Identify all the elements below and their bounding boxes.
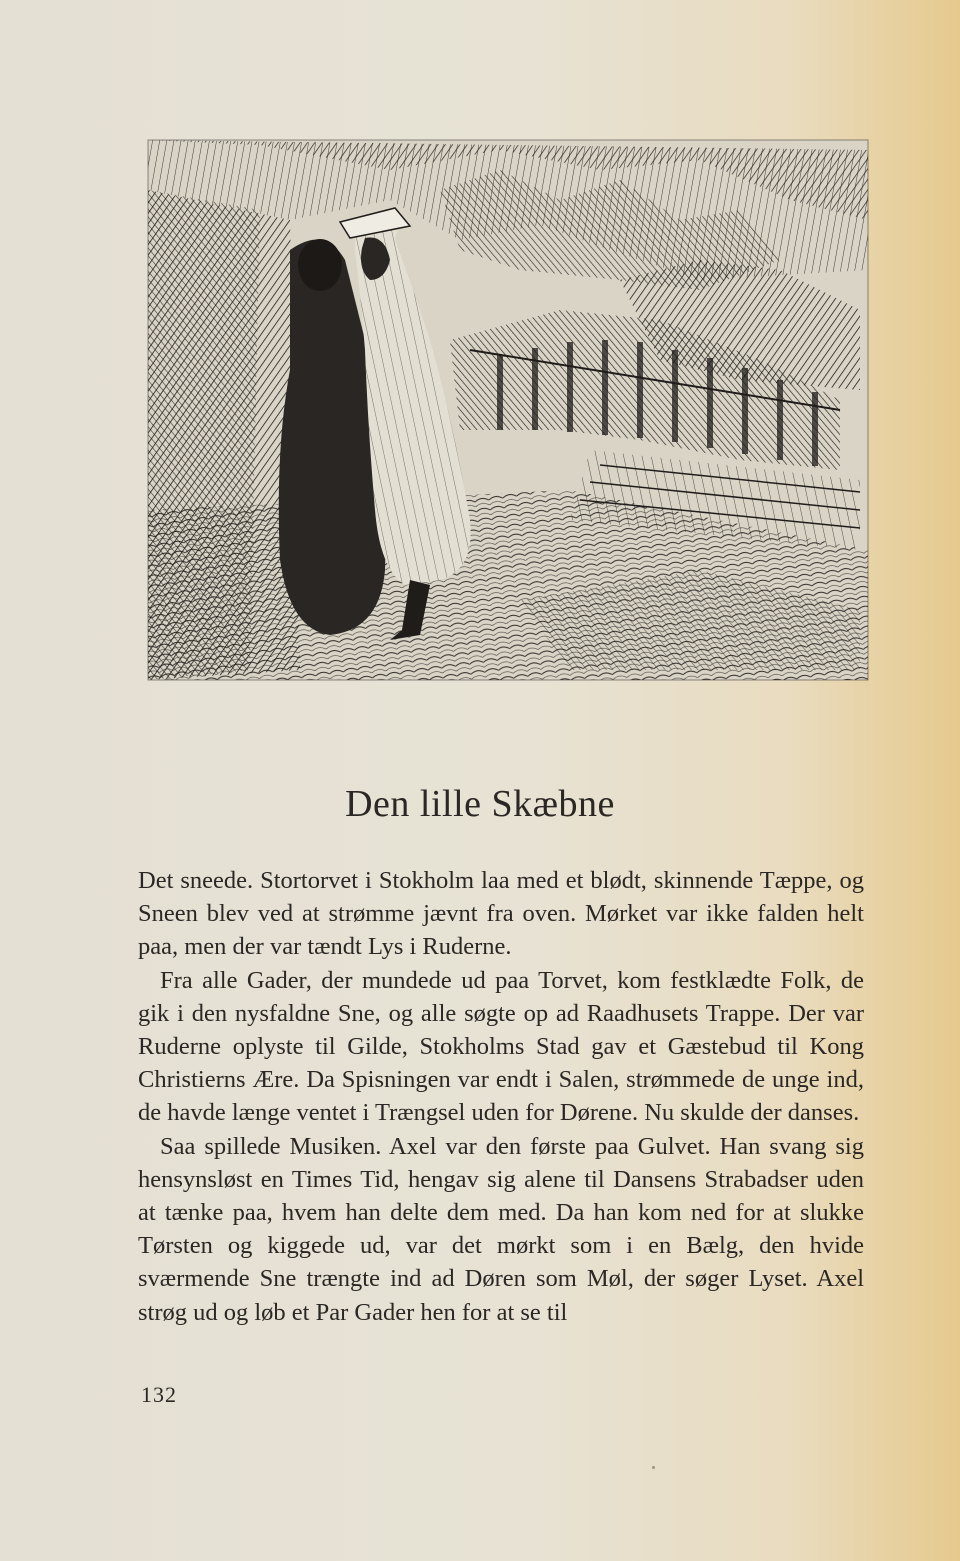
paper-speck — [652, 1466, 655, 1469]
chapter-title: Den lille Skæbne — [345, 783, 615, 825]
chapter-body — [138, 864, 864, 1329]
paragraph: Fra alle Gader, der mundede ud paa Torvet, kom festklædte Folk, de gik i den nysfaldne Sne, og alle søgte op ad Raadhusets Trappe. Der var Ruderne oplyste til Gilde, Stokholms Stad gav et Gæstebud til Kong Christierns Ære. Da Spisningen var endt i Salen, strømmede de unge ind, de havde længe ventet i Trængsel uden for Dørene. Nu skulde der danses. — [138, 966, 864, 1127]
paragraph: Det sneede. Stortorvet i Stokholm laa med et blødt, skinnende Tæppe, og Sneen blev ved at strømme jævnt fra oven. Mørket var ikke falden helt paa, men der var tændt Lys i Ruderne. — [138, 867, 864, 961]
page-number: 132 — [141, 1382, 177, 1407]
paragraph: Saa spillede Musiken. Axel var den første paa Gulvet. Han svang sig hensynsløst en Times Tid, hengav sig alene til Dansens Strabadser uden at tænke paa, hvem han delte dem med. Da han kom ned for at slukke Tørsten og kiggede ud, var det mørkt som i en Bælg, den hvide sværmende Sne trængte ind ad Døren som Møl, der søger Lyset. Axel strøg ud og løb et Par Gader hen for at se til — [138, 1132, 864, 1326]
engraving-illustration — [140, 130, 875, 690]
